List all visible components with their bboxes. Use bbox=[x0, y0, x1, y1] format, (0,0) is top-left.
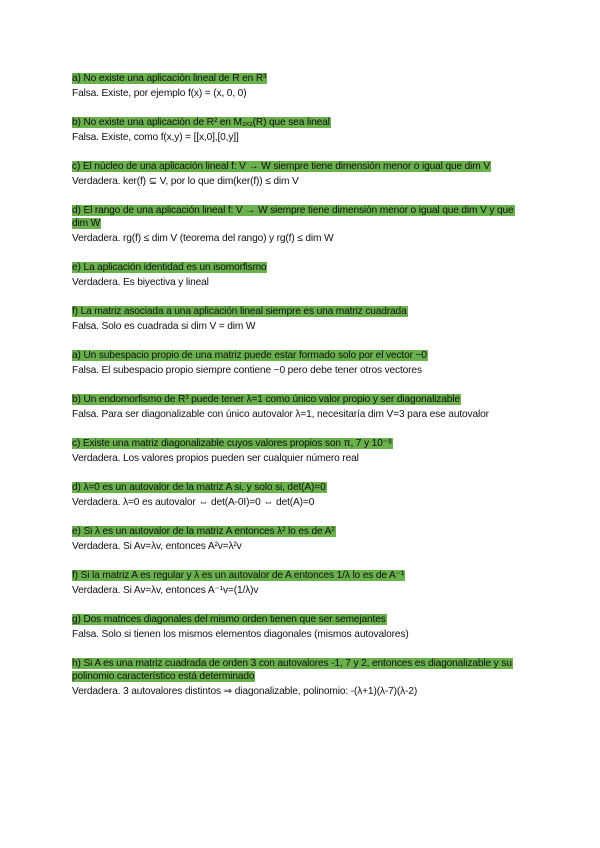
question-text bbox=[72, 525, 528, 538]
question-highlight: b) No existe una aplicación de R² en M₂ₓ₂(R) que sea lineal bbox=[72, 117, 330, 128]
question-highlight: a) Un subespacio propio de una matriz puede estar formado solo por el vector ~0 bbox=[72, 350, 427, 361]
question-highlight: f) Si la matriz A es regular y λ es un autovalor de A entonces 1/λ lo es de A⁻¹ bbox=[72, 570, 405, 581]
question-highlight: f) La matriz asociada a una aplicación lineal siempre es una matriz cuadrada bbox=[72, 306, 407, 317]
question-text bbox=[72, 261, 528, 274]
question-highlight: c) Existe una matriz diagonalizable cuyos valores propios son π, 7 y 10⁻⁸ bbox=[72, 438, 393, 449]
question-text bbox=[72, 349, 528, 362]
qa-item bbox=[72, 393, 528, 421]
answer-text: Falsa. Existe, como f(x,y) = [[x,0],[0,y]] bbox=[72, 132, 239, 143]
answer-text: Verdadera. λ=0 es autovalor ⇔ det(A-0I)=0 ⇔ det(A)=0 bbox=[72, 497, 315, 508]
qa-list bbox=[72, 72, 528, 714]
question-highlight: c) El núcleo de una aplicación lineal f: V → W siempre tiene dimensión menor o igual que dim V bbox=[72, 161, 490, 172]
qa-item bbox=[72, 116, 528, 144]
qa-item bbox=[72, 204, 528, 245]
answer-text: Verdadera. ker(f) ⊆ V, por lo que dim(ker(f)) ≤ dim V bbox=[72, 176, 299, 187]
answer-text: Verdadera. rg(f) ≤ dim V (teorema del rango) y rg(f) ≤ dim W bbox=[72, 233, 334, 244]
qa-item bbox=[72, 437, 528, 465]
answer-text: Verdadera. 3 autovalores distintos ⇒ diagonalizable, polinomio: -(λ+1)(λ-7)(λ-2) bbox=[72, 686, 418, 697]
question-highlight: d) λ=0 es un autovalor de la matriz A si, y solo si, det(A)=0 bbox=[72, 482, 326, 493]
question-highlight: e) La aplicación identidad es un isomorfismo bbox=[72, 262, 267, 273]
qa-item bbox=[72, 261, 528, 289]
qa-item bbox=[72, 613, 528, 641]
question-highlight: b) Un endomorfismo de R³ puede tener λ=1 como único valor propio y ser diagonalizable bbox=[72, 394, 460, 405]
answer-text: Falsa. Solo si tienen los mismos elementos diagonales (mismos autovalores) bbox=[72, 629, 409, 640]
answer-text: Falsa. El subespacio propio siempre contiene ~0 pero debe tener otros vectores bbox=[72, 365, 422, 376]
question-text bbox=[72, 116, 528, 129]
question-text bbox=[72, 481, 528, 494]
qa-item bbox=[72, 349, 528, 377]
answer-text: Verdadera. Si Av=λv, entonces A⁻¹v=(1/λ)v bbox=[72, 585, 259, 596]
qa-item bbox=[72, 305, 528, 333]
answer-text: Falsa. Existe, por ejemplo f(x) = (x, 0, 0) bbox=[72, 88, 247, 99]
question-highlight: e) Si λ es un autovalor de la matriz A entonces λ² lo es de A² bbox=[72, 526, 335, 537]
question-highlight: g) Dos matrices diagonales del mismo orden tienen que ser semejantes bbox=[72, 614, 386, 625]
question-highlight: d) El rango de una aplicación lineal f: V → W siempre tiene dimensión menor o igual que dim V y que dim W bbox=[72, 205, 514, 229]
question-highlight: h) Si A es una matriz cuadrada de orden 3 con autovalores -1, 7 y 2, entonces es diagonalizable y su polinomio característico está determinado bbox=[72, 658, 512, 682]
qa-item bbox=[72, 657, 528, 698]
question-text bbox=[72, 393, 528, 406]
question-highlight: a) No existe una aplicación lineal de R en R³ bbox=[72, 73, 267, 84]
answer-text: Verdadera. Es biyectiva y lineal bbox=[72, 277, 209, 288]
answer-text: Verdadera. Si Av=λv, entonces A²v=λ²v bbox=[72, 541, 242, 552]
qa-item bbox=[72, 160, 528, 188]
qa-item bbox=[72, 481, 528, 509]
qa-item bbox=[72, 525, 528, 553]
question-text bbox=[72, 569, 528, 582]
answer-text: Verdadera. Los valores propios pueden ser cualquier número real bbox=[72, 453, 359, 464]
question-text bbox=[72, 613, 528, 626]
qa-item bbox=[72, 569, 528, 597]
question-text bbox=[72, 204, 528, 230]
question-text bbox=[72, 437, 528, 450]
answer-text: Falsa. Solo es cuadrada si dim V = dim W bbox=[72, 321, 256, 332]
question-text bbox=[72, 657, 528, 683]
question-text bbox=[72, 160, 528, 173]
question-text bbox=[72, 72, 528, 85]
answer-text: Falsa. Para ser diagonalizable con único autovalor λ=1, necesitaría dim V=3 para ese autovalor bbox=[72, 409, 489, 420]
question-text bbox=[72, 305, 528, 318]
qa-item bbox=[72, 72, 528, 100]
